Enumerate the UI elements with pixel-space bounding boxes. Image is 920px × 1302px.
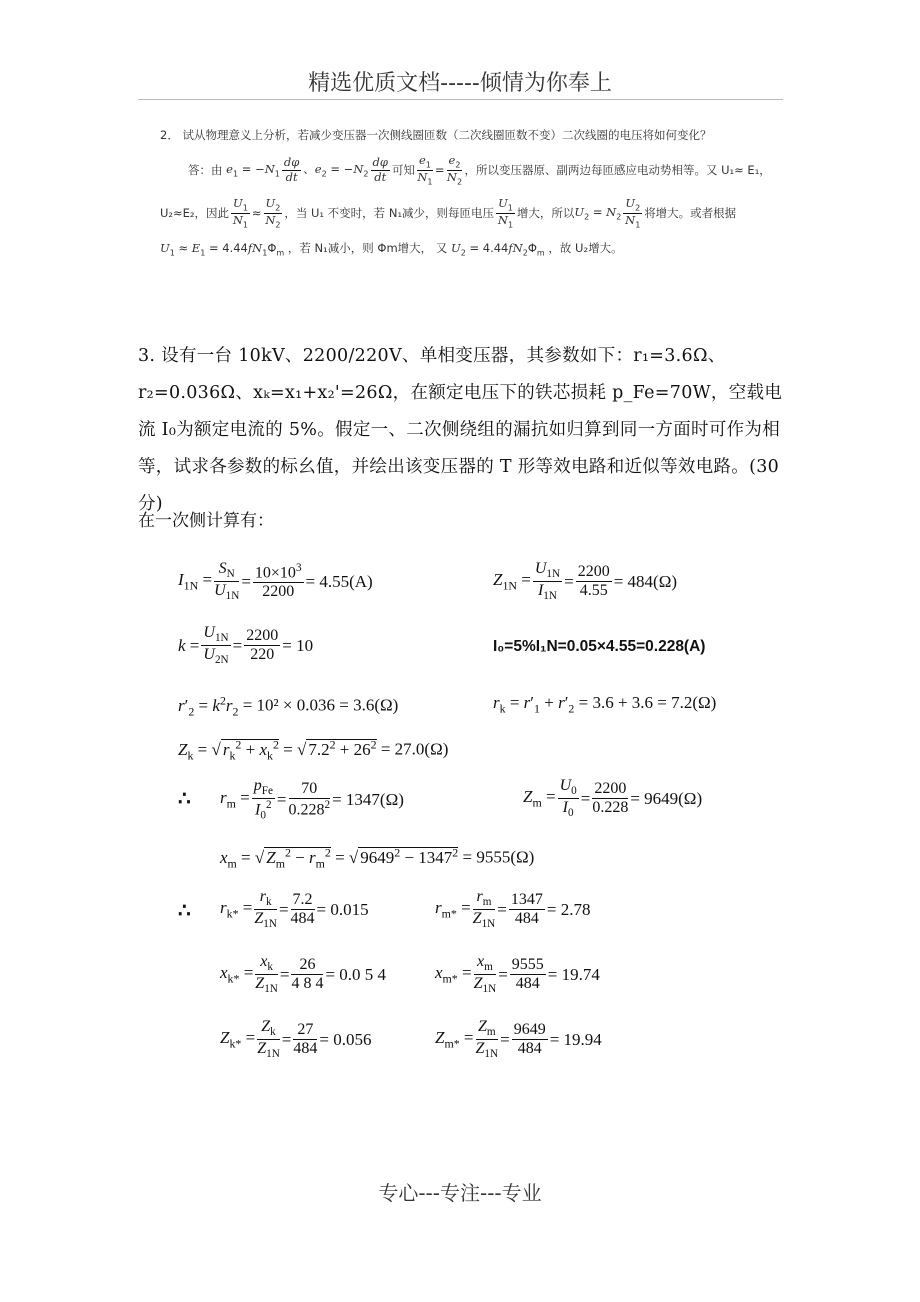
eq-k: k = $\frac{U_{1N}}{U_{2N}}$ = $\frac{2200}{220}$ = 10 (178, 624, 314, 667)
page-header-title: 精选优质文档-----倾情为你奉上 (308, 71, 612, 96)
eq-r2-prime-result: = 10² × 0.036 = 3.6(Ω) (242, 695, 399, 715)
eq-rm-star: $r_{m*}$ = $\frac{r_m}{Z_{1N}}$ = $\frac{1347}{484}$ = 2.78 (435, 888, 591, 931)
eq-r2-prime: $r'_2 = k^2r_2 = 10^2 \times 0.036 = 3.6(\Omega)$ (178, 693, 399, 719)
q2-question: 2． 试从物理意义上分析，若减少变压器一次侧线圈匝数（二次线圈匝数不变）二次线圈的电压将如何变化？ (160, 128, 712, 142)
eq-Zm-star-result: = 19.94 (549, 1029, 602, 1049)
eq-I1N-result: = 4.55(A) (305, 571, 373, 591)
therefore-symbol-1: ∴ (178, 786, 191, 810)
eq-xm-star: $x_{m*}$ = $\frac{x_m}{Z_{1N}}$ = $\frac{9555}{484}$ = 19.74 (435, 953, 600, 996)
q2-line3-b: ，当 U₁ 不变时，若 N₁减少，则每匝电压 (284, 206, 495, 220)
therefore-symbol-2: ∴ (178, 898, 191, 922)
eq-rm: $r_m$ = $\frac{p_{Fe}}{I_0^2}$ = $\frac{70}{0.228^2}$ = 1347(Ω) (220, 777, 404, 822)
q2-line3-d: 将增大。或者根据 (644, 206, 737, 220)
eq-Zm: $Z_m$ = $\frac{U_0}{I_0}$ = $\frac{2200}{0.228}$ = 9649(Ω) (523, 777, 703, 820)
q3-problem-text: 3. 设有一台 10kV、2200/220V、单相变压器，其参数如下：r₁=3.6Ω、r₂=0.036Ω、xₖ=x₁+x₂'=26Ω，在额定电压下的铁芯损耗 p_Fe=70W，空载电流 I₀为额定电流的 5%。假定一、二次侧绕组的漏抗如归算到同一方面时可作为相等，试求各参数的标幺值，并绘出该变压器的 T 形等效电路和近似等效电路。(30 分) (138, 346, 783, 514)
q2-answer-mid: 可知 (391, 163, 415, 177)
eq-rm-result: = 1347(Ω) (332, 789, 404, 809)
eq-rk-star-result: = 0.015 (316, 899, 369, 919)
eq-rk: $r_k = r'_1 + r'_2 = 3.6 + 3.6 = 7.2(\Omega)$ (493, 693, 717, 716)
q2-answer-line3: U₂≈E₂，因此 $\frac{U_1}{N_1}$ ≈ $\frac{U_2}{N_2}$ ，当 U₁ 不变时，若 N₁减少，则每匝电压 $\frac{U_1}{N_1}$ 增大，所以 $U_2 = N_2$ $\frac{U_2}{N_1}$ 将增大。或者根据 (160, 195, 737, 229)
eq-Zm-star: $Z_{m*}$ = $\frac{Z_m}{Z_{1N}}$ = $\frac{9649}{484}$ = 19.94 (435, 1018, 602, 1061)
eq-Zk-result: = 27.0(Ω) (380, 739, 449, 759)
eq-Z1N-result: = 484(Ω) (613, 571, 677, 591)
q2-line3-a: U₂≈E₂，因此 (160, 206, 230, 220)
eq-Z1N: $Z_{1N}$ = $\frac{U_{1N}}{I_{1N}}$ = $\frac{2200}{4.55}$ = 484(Ω) (493, 560, 677, 603)
eq-rk-star: $r_{k*}$ = $\frac{r_k}{Z_{1N}}$ = $\frac{7.2}{484}$ = 0.015 (220, 888, 369, 931)
eq-Zk-star: $Z_{k*}$ = $\frac{Z_k}{Z_{1N}}$ = $\frac{27}{484}$ = 0.056 (220, 1018, 372, 1061)
eq-Zk-star-result: = 0.056 (319, 1029, 372, 1049)
eq-I1N: $I_{1N}$ = $\frac{S_N}{U_{1N}}$ = $\frac{10\times 10^3}{2200}$ = 4.55(A) (178, 560, 373, 603)
q3-calc-intro: 在一次侧计算有： (138, 511, 274, 531)
eq-k-result: = 10 (282, 635, 314, 655)
eq-rm-star-result: = 2.78 (546, 899, 591, 919)
eq-Zm-result: = 9649(Ω) (630, 788, 703, 808)
eq-xk-star-result: = 0.0 5 4 (325, 964, 387, 984)
eq-Zk: $Z_k$ = √ $r_k^2 + x_k^2$ = √ $7.2^2 + 26^2 = 27.0(\Omega)$ (178, 737, 449, 763)
eq-xm: $x_m$ = √ $Z_m^2 - r_m^2$ = √ $9649^2 - 1347^2 = 9555(\Omega)$ (220, 845, 535, 871)
q2-answer-intro: 答：由 (188, 163, 223, 177)
q2-answer-line4: $U_1 \approx E_1 = 4.44fN_1\Phi_m$ ，若 N₁减小，则 Φm增大， 又 $U_2 = 4.44fN_2\Phi_m$ ，故 U₂增大。 (160, 241, 623, 258)
eq-xm-star-result: = 19.74 (547, 964, 600, 984)
q2-answer-line1: 答：由 $e_1 = -N_1$ $\frac{d\varphi}{dt}$ 、$e_2 = -N_2$ $\frac{d\varphi}{dt}$ 可知 $\frac{e_1}{N_1}$ = $\frac{e_2}{N_2}$ ，所以变压器原、副两边每匝感应电动势相等。又 U₁≈ E₁， (188, 152, 771, 186)
header-divider (138, 99, 783, 100)
eq-I0: I₀=5%I₁N=0.05×4.55=0.228(A) (493, 638, 706, 655)
q2-answer-tail: ，所以变压器原、副两边每匝感应电动势相等。又 U₁≈ E₁， (464, 163, 771, 177)
q2-line4-b: ，故 U₂增大。 (548, 241, 623, 255)
q2-line4-a: ，若 N₁减小，则 Φm增大， 又 (287, 241, 448, 255)
eq-xm-result: = 9555(Ω) (462, 847, 535, 867)
page-footer: 专心---专注---专业 (378, 1181, 542, 1205)
q2-line3-c: 增大，所以 (516, 206, 575, 220)
eq-xk-star: $x_{k*}$ = $\frac{x_k}{Z_{1N}}$ = $\frac{26}{4 8 4}$ = 0.0 5 4 (220, 953, 387, 996)
eq-rk-result: = 3.6 + 3.6 = 7.2(Ω) (578, 693, 717, 712)
